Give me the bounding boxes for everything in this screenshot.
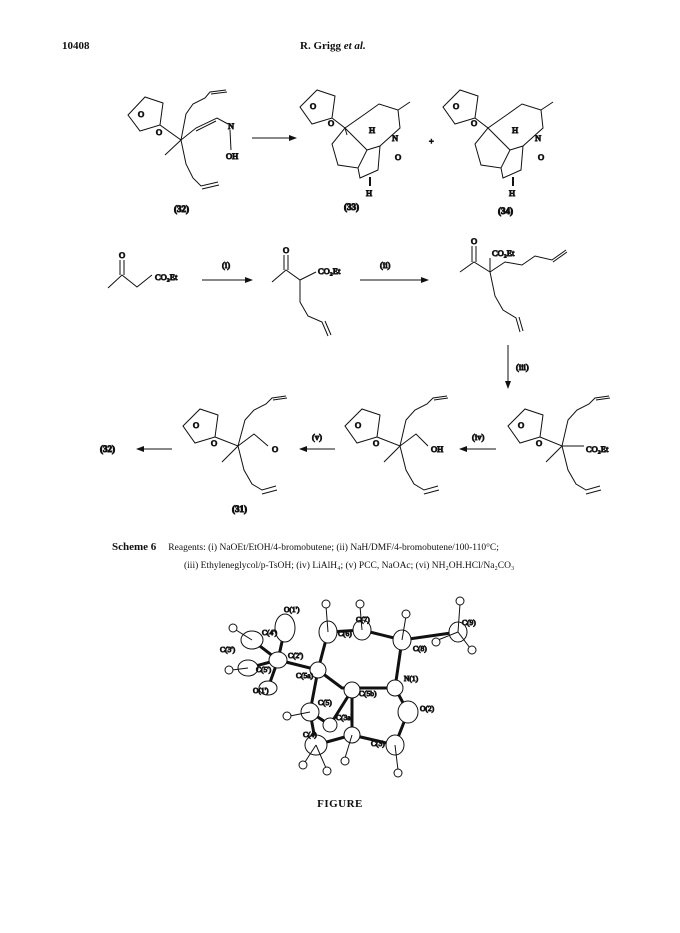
ortep-label-c9: C(9) bbox=[462, 618, 476, 627]
co2et-ke: CO₂Et bbox=[586, 444, 609, 454]
o-atom-di: O bbox=[471, 236, 478, 246]
n-atom-33: N bbox=[392, 133, 399, 143]
compound-ethyl-acetoacetate bbox=[108, 260, 152, 288]
compound-label-32-bottom: (32) bbox=[100, 444, 115, 454]
ortep-label-o1: O(1') bbox=[253, 686, 269, 695]
o-atom-31c: O bbox=[272, 444, 279, 454]
o-atom-alc-a: O bbox=[355, 420, 362, 430]
o-atom-34c: O bbox=[538, 152, 545, 162]
ortep-label-c5p: C(5') bbox=[256, 665, 272, 674]
ortep-label-c7: C(7) bbox=[356, 615, 370, 624]
compound-label-34: (34) bbox=[498, 206, 513, 216]
ortep-label-c3a: C(3a) bbox=[336, 713, 354, 722]
h-atom-33b: H bbox=[366, 188, 373, 198]
oh-atom-alc: OH bbox=[431, 444, 444, 454]
ortep-label-c5: C(5) bbox=[318, 698, 332, 707]
ortep-label-c3p: C(3') bbox=[220, 645, 236, 654]
oh-atom-32: OH bbox=[226, 151, 239, 161]
step-label-ii: (ii) bbox=[380, 260, 391, 270]
step-label-i: (i) bbox=[222, 260, 231, 270]
co2et-di: CO₂Et bbox=[492, 248, 515, 258]
ortep-label-n1: N(1) bbox=[404, 674, 419, 683]
o-atom-alc-b: O bbox=[373, 438, 380, 448]
co2et-mono: CO₂Et bbox=[318, 266, 341, 276]
compound-label-32-top: (32) bbox=[174, 204, 189, 214]
compound-label-31: (31) bbox=[232, 504, 247, 514]
ortep-label-c6: C(6) bbox=[338, 629, 352, 638]
o-atom-34a: O bbox=[453, 101, 460, 111]
o-atom-33a: O bbox=[310, 101, 317, 111]
ortep-label-c8: C(8) bbox=[413, 644, 427, 653]
o-atom-ke-a: O bbox=[518, 420, 525, 430]
h-atom-34a: H bbox=[512, 125, 519, 135]
ortep-label-c5b: C(5b) bbox=[359, 689, 377, 698]
o-atom-32b: O bbox=[156, 127, 163, 137]
ortep-label-c4: C(4) bbox=[303, 730, 317, 739]
compound-dialkylated-ester bbox=[460, 246, 567, 332]
page-number: 10408 bbox=[62, 40, 90, 52]
ortep-label-o2: O(2) bbox=[420, 704, 435, 713]
figure-title: FIGURE bbox=[317, 798, 363, 810]
o-atom-ke-b: O bbox=[536, 438, 543, 448]
caption-line-1: Reagents: (i) NaOEt/EtOH/4-bromobutene; (ii) NaH/DMF/4-bromobutene/100-110°C; bbox=[168, 543, 499, 553]
step-label-v: (v) bbox=[312, 432, 322, 442]
scheme-label: Scheme 6 bbox=[112, 541, 157, 553]
o-atom-33b: O bbox=[328, 118, 335, 128]
ortep-label-c4p: C(4') bbox=[262, 628, 278, 637]
n-atom-32: N bbox=[228, 121, 235, 131]
plus-sign: + bbox=[429, 136, 434, 146]
o-atom-34b: O bbox=[471, 118, 478, 128]
o-atom-mono: O bbox=[283, 245, 290, 255]
o-atom-33c: O bbox=[395, 152, 402, 162]
compound-32-oxime bbox=[128, 90, 231, 189]
n-atom-34: N bbox=[535, 133, 542, 143]
co2et-eaa: CO₂Et bbox=[155, 272, 178, 282]
ortep-label-c3: C(3) bbox=[371, 739, 385, 748]
o-atom-32a: O bbox=[138, 109, 145, 119]
caption-line-2: (iii) Ethyleneglycol/p-TsOH; (iv) LiAlH₄; (v) PCC, NaOAc; (vi) NH₂OH.HCl/Na₂CO₃ bbox=[184, 561, 515, 571]
o-atom-eaa: O bbox=[119, 250, 126, 260]
o-atom-31b: O bbox=[211, 438, 218, 448]
h-atom-33a: H bbox=[369, 125, 376, 135]
scheme-caption bbox=[112, 538, 515, 571]
h-atom-34b: H bbox=[509, 188, 516, 198]
running-head-authors: R. Grigg bbox=[300, 40, 341, 52]
step-label-iii: (iii) bbox=[516, 362, 529, 372]
running-head-et-al: et al. bbox=[343, 40, 366, 52]
ortep-label-o1p-top: O(1') bbox=[284, 605, 300, 614]
o-atom-31a: O bbox=[193, 420, 200, 430]
compound-label-33: (33) bbox=[344, 202, 359, 212]
step-label-iv: (iv) bbox=[472, 432, 485, 442]
ortep-label-c5a: C(5a) bbox=[296, 671, 314, 680]
ortep-label-c2p: C(2') bbox=[288, 651, 304, 660]
